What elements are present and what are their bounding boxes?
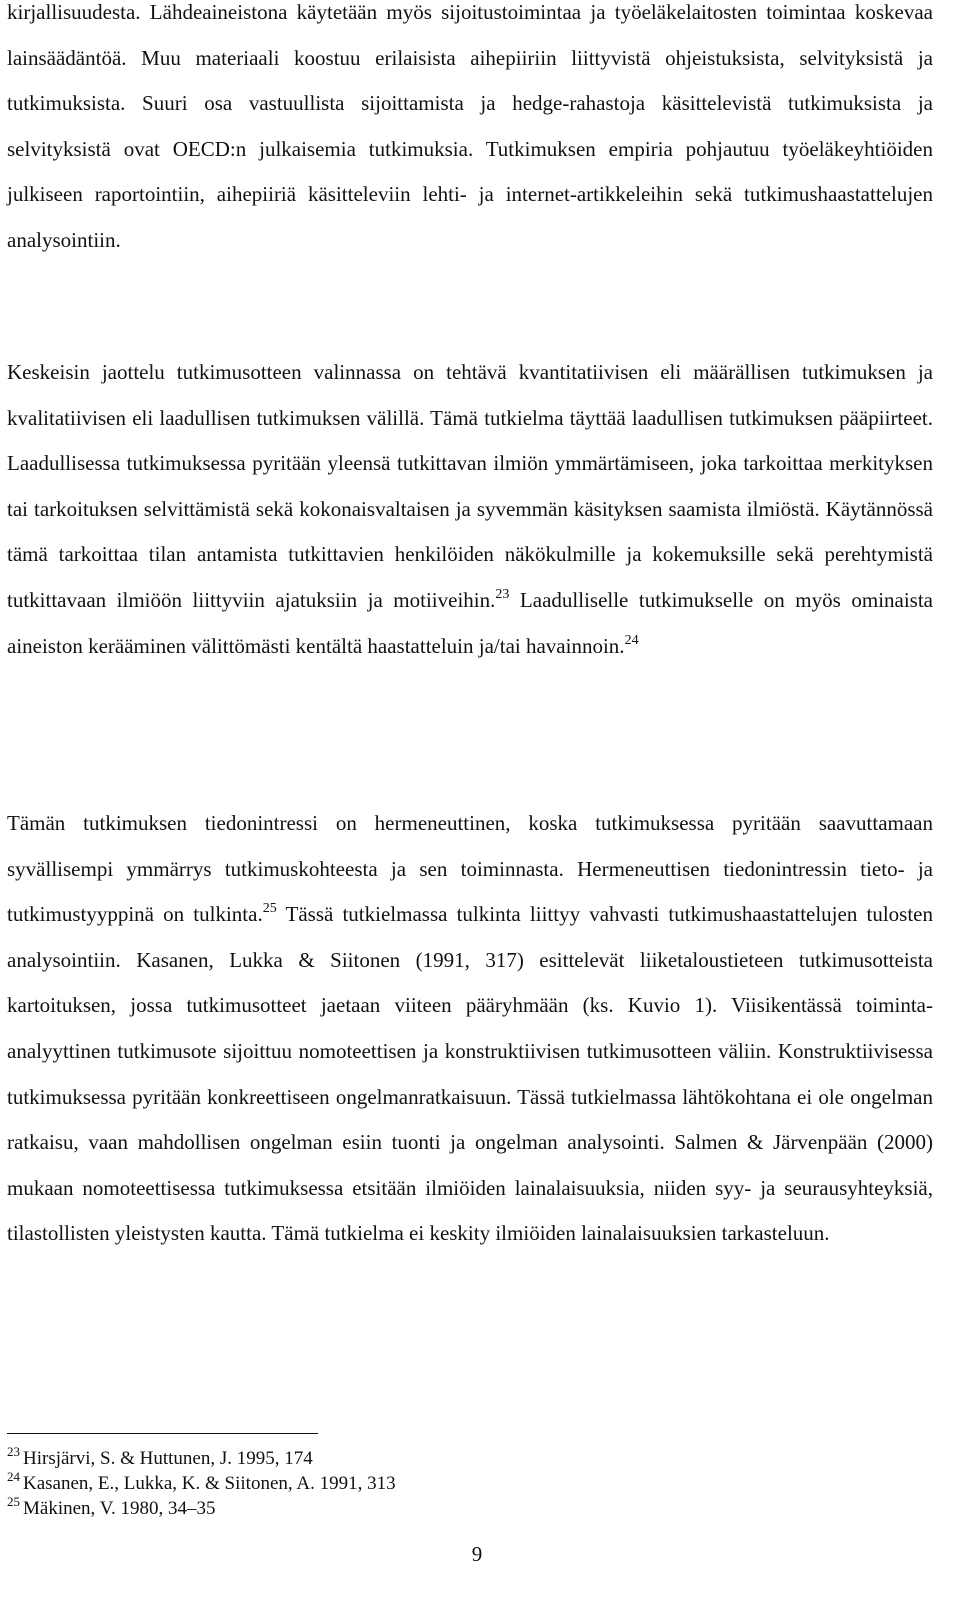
footnote-text: Hirsjärvi, S. & Huttunen, J. 1995, 174: [23, 1448, 313, 1469]
footnote-number: 25: [7, 1494, 20, 1509]
paragraph-hermeneutic-interest: [7, 801, 933, 1257]
footnote-item: [7, 1446, 933, 1471]
paragraph-research-approach: [7, 350, 933, 669]
page-number: 9: [471, 1542, 483, 1566]
footnote-reference[interactable]: 23: [495, 586, 510, 602]
footnote-item: [7, 1471, 933, 1496]
footnote-list: [7, 1446, 933, 1521]
footnote-text: Kasanen, E., Lukka, K. & Siitonen, A. 1991, 313: [23, 1473, 396, 1494]
paragraph-source-material: [7, 0, 933, 264]
footnote-reference[interactable]: 25: [262, 901, 277, 917]
footnote-text: Mäkinen, V. 1980, 34–35: [23, 1498, 216, 1519]
footnote-divider: [7, 1433, 318, 1434]
footnote-item: [7, 1496, 933, 1521]
footnote-number: 24: [7, 1469, 20, 1484]
paragraph-text: Tämän tutkimuksen tiedonintressi on hermeneuttinen, koska tutkimuksessa pyritään saavuttamaan syvällisempi ymmärrys tutkimuskohteesta ja sen toiminnasta. Hermeneuttisen tiedonintressin tieto- ja tutkimustyyppinä on tulkinta.: [7, 811, 933, 927]
paragraph-text: Keskeisin jaottelu tutkimusotteen valinnassa on tehtävä kvantitatiivisen eli määrällisen tutkimuksen ja kvalitatiivisen eli laadullisen tutkimuksen välillä. Tämä tutkielma täyttää laadullisen tutkimuksen pääpiirteet. Laadullisessa tutkimuksessa pyritään yleensä tutkittavan ilmiön ymmärtämiseen, joka tarkoittaa merkityksen tai tarkoituksen selvittämistä sekä kokonaisvaltaisen ja syvemmän käsityksen saamista ilmiöstä. Käytännössä tämä tarkoittaa tilan antamista tutkittavien henkilöiden näkökulmille ja kokemuksille sekä perehtymistä tutkittavaan ilmiöön liittyviin ajatuksiin ja motiiveihin.: [7, 360, 933, 612]
paragraph-text: Laadulliselle tutkimukselle on myös ominaista aineiston kerääminen välittömästi kentältä haastatteluin ja/tai havainnoin.: [7, 587, 934, 658]
paragraph-text: kirjallisuudesta. Lähdeaineistona käytetään myös sijoitustoimintaa ja työeläkelaitosten toimintaa koskevaa lainsäädäntöä. Muu materiaali koostuu erilaisista aihepiiriin liittyvistä ohjeistuksista, selvityksistä ja tutkimuksista. Suuri osa vastuullista sijoittamista ja hedge-rahastoja käsittelevistä tutkimuksista ja selvityksistä ovat OECD:n julkaisemia tutkimuksia. Tutkimuksen empiria pohjautuu työeläkeyhtiöiden julkiseen raportointiin, aihepiiriä käsitteleviin lehti- ja internet-artikkeleihin sekä tutkimushaastattelujen analysointiin.: [7, 0, 933, 252]
footnote-reference[interactable]: 24: [624, 632, 639, 648]
paragraph-text: Tässä tutkielmassa tulkinta liittyy vahvasti tutkimushaastattelujen tulosten analysointiin. Kasanen, Lukka & Siitonen (1991, 317) esittelevät liiketaloustieteen tutkimusotteista kartoituksen, jossa tutkimusotteet jaetaan viiteen pääryhmään (ks. Kuvio 1). Viisikentässä toiminta-analyyttinen tutkimusote sijoittuu nomoteettisen ja konstruktiivisen tutkimusotteen väliin. Konstruktiivisessa tutkimuksessa pyritään konkreettiseen ongelmanratkaisuun. Tässä tutkielmassa lähtökohtana ei ole ongelman ratkaisu, vaan mahdollisen ongelman esiin tuonti ja ongelman analysointi. Salmen & Järvenpään (2000) mukaan nomoteettisessa tutkimuksessa etsitään ilmiöiden lainalaisuuksia, niiden syy- ja seurausyhteyksiä, tilastollisten yleistysten kautta. Tämä tutkielma ei keskity ilmiöiden lainalaisuuksien tarkasteluun.: [7, 902, 933, 1246]
footnote-number: 23: [7, 1444, 20, 1459]
